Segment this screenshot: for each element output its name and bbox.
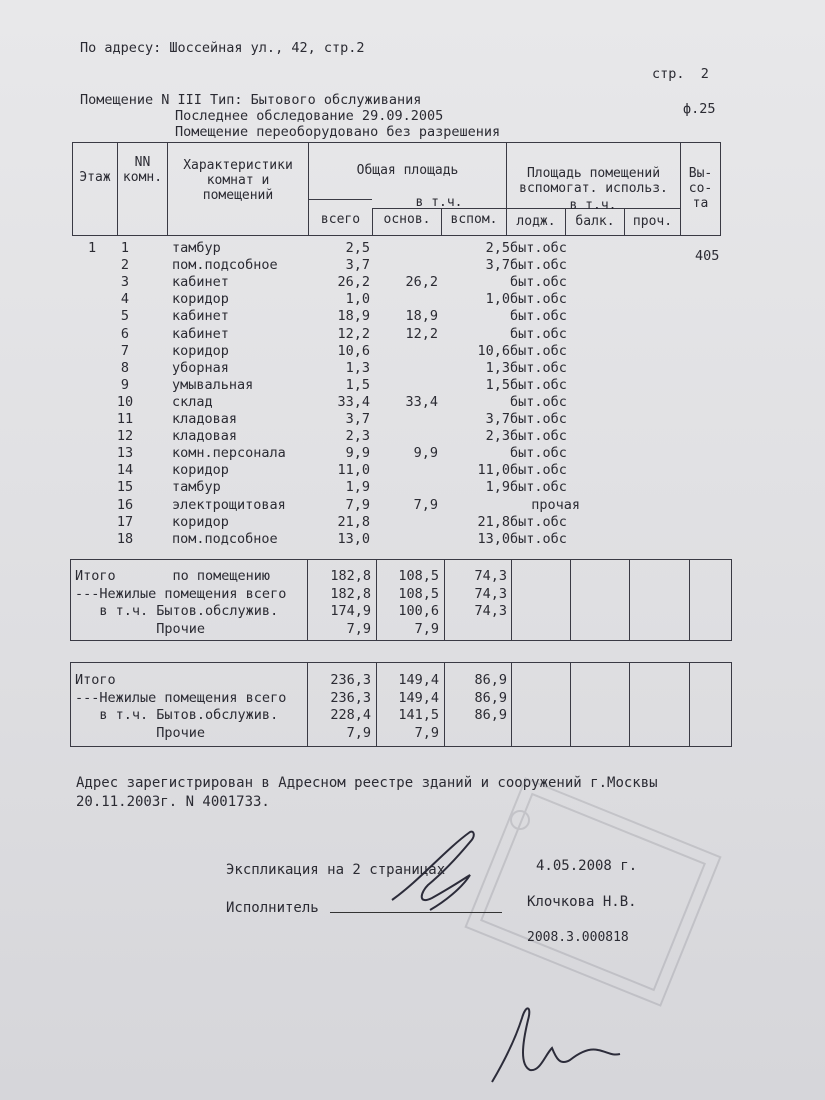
room-number: 9: [120, 376, 130, 393]
header-aux-area: Площадь помещений вспомогат. использ.: [519, 166, 668, 196]
totals-area-total: 236,3: [330, 672, 371, 688]
room-type: быт.обс: [510, 462, 567, 479]
room-type: быт.обс: [510, 411, 567, 427]
room-name: коридор: [172, 291, 229, 308]
room-area-aux: 10,6: [477, 342, 510, 359]
room-area-total: 13,0: [337, 530, 370, 547]
room-name: умывальная: [172, 376, 254, 393]
header-total-area: Общая площадь: [356, 163, 459, 178]
totals-area-total: 7,9: [346, 724, 371, 741]
room-name: уборная: [172, 359, 229, 376]
room-name: кабинет: [172, 308, 229, 325]
room-type: прочая: [531, 496, 580, 513]
room-name: коридор: [172, 513, 229, 530]
room-area-total: 21,8: [337, 513, 370, 530]
room-number: 15: [116, 479, 134, 496]
room-name: кабинет: [172, 325, 229, 342]
signature-mark-2: [492, 1008, 620, 1082]
room-name: электрощитовая: [172, 496, 286, 513]
explication-date: 4.05.2008 г.: [536, 858, 638, 874]
room-type: быт.обс: [510, 479, 567, 496]
header-total-incl: в т.ч.: [415, 195, 463, 210]
room-area-aux: 2,3: [485, 428, 510, 445]
room-name: комн.персонала: [172, 445, 286, 462]
height-value: 405: [695, 248, 720, 264]
totals-area-main: 7,9: [414, 620, 439, 637]
room-area-total: 1,0: [345, 291, 370, 308]
totals-area-aux: 74,3: [474, 568, 507, 584]
header-lodzh: лодж.: [516, 214, 556, 229]
room-area-total: 26,2: [337, 274, 370, 291]
room-type: быт.обс: [510, 308, 567, 325]
room-type: быт.обс: [510, 342, 567, 359]
registry-line-2: 20.11.2003г. N 4001733.: [76, 794, 270, 810]
signature-line: [330, 912, 502, 913]
room-number: 2: [120, 257, 130, 274]
room-area-total: 33,4: [337, 393, 370, 410]
header-vsego: всего: [320, 212, 361, 227]
room-number: 18: [116, 530, 134, 547]
header-characteristics: Характеристики комнат и помещений: [183, 158, 293, 203]
form-label: ф.25: [683, 101, 716, 117]
totals-area-aux: 74,3: [474, 585, 507, 602]
explication-text: Экспликация на 2 страницах: [226, 862, 446, 878]
room-number: 4: [120, 291, 130, 308]
totals-area-total: 182,8: [330, 568, 371, 584]
room-area-aux: 11,0: [477, 462, 510, 479]
totals-area-main: 108,5: [398, 568, 439, 584]
page-label: стр. 2: [652, 66, 709, 82]
room-area-aux: 3,7: [485, 411, 510, 427]
room-type: быт.обс: [510, 257, 567, 274]
totals-area-aux: 74,3: [474, 603, 507, 619]
room-area-total: 1,9: [345, 479, 370, 496]
room-number: 17: [116, 513, 134, 530]
totals-area-total: 182,8: [330, 585, 371, 602]
room-type: быт.обс: [510, 530, 567, 547]
header-aux-incl: в т.ч.: [569, 198, 617, 213]
room-type: быт.обс: [510, 359, 567, 376]
room-area-main: 12,2: [405, 325, 438, 342]
room-area-aux: 13,0: [477, 530, 510, 547]
room-type: быт.обс: [510, 445, 567, 462]
room-area-aux: 1,3: [485, 359, 510, 376]
registry-line-1: Адрес зарегистрирован в Адресном реестре зданий и сооружений г.Москвы: [76, 775, 658, 791]
executor-label: Исполнитель: [226, 900, 319, 916]
document-number: 2008.3.000818: [527, 930, 629, 945]
room-number: 12: [116, 428, 134, 445]
totals-area-main: 100,6: [398, 603, 439, 619]
room-area-main: 18,9: [405, 308, 438, 325]
room-area-aux: 21,8: [477, 513, 510, 530]
floor-value: 1: [88, 240, 97, 256]
room-number: 16: [116, 496, 134, 513]
header-floor: Этаж: [79, 170, 111, 185]
room-name: тамбур: [172, 240, 221, 256]
totals-area-total: 236,3: [330, 689, 371, 706]
room-area-total: 2,3: [345, 428, 370, 445]
room-name: коридор: [172, 342, 229, 359]
room-number: 3: [120, 274, 130, 291]
room-number: 8: [120, 359, 130, 376]
room-name: пом.подсобное: [172, 257, 278, 274]
header-room-komn: комн.: [122, 170, 163, 185]
totals-label: Итого: [75, 672, 116, 688]
totals-area-total: 7,9: [346, 620, 371, 637]
room-area-aux: 1,0: [485, 291, 510, 308]
totals-area-main: 108,5: [398, 585, 439, 602]
totals-area-main: 149,4: [398, 672, 439, 688]
totals-label: в т.ч. Бытов.обслужив.: [75, 603, 279, 619]
room-area-total: 7,9: [345, 496, 370, 513]
header-osnov: основ.: [383, 212, 431, 227]
totals-area-main: 7,9: [414, 724, 439, 741]
room-type: быт.обс: [510, 325, 567, 342]
totals-label: в т.ч. Бытов.обслужив.: [75, 707, 279, 723]
room-name: кладовая: [172, 411, 238, 427]
room-area-main: 9,9: [413, 445, 438, 462]
room-type: быт.обс: [510, 393, 567, 410]
totals-label: Прочие: [75, 724, 206, 741]
room-name: склад: [172, 393, 213, 410]
room-name: пом.подсобное: [172, 530, 278, 547]
room-number: 10: [116, 393, 134, 410]
room-name: тамбур: [172, 479, 221, 496]
totals-label: Итого по помещению: [75, 568, 271, 584]
room-type: быт.обс: [510, 376, 567, 393]
totals-label: Прочие: [75, 620, 206, 637]
totals-area-main: 141,5: [398, 707, 439, 723]
room-number: 7: [120, 342, 130, 359]
room-area-main: 33,4: [405, 393, 438, 410]
room-area-total: 12,2: [337, 325, 370, 342]
room-area-aux: 1,5: [485, 376, 510, 393]
room-name: коридор: [172, 462, 229, 479]
totals-area-aux: 86,9: [474, 689, 507, 706]
room-type: быт.обс: [510, 513, 567, 530]
room-number: 14: [116, 462, 134, 479]
room-number: 13: [116, 445, 134, 462]
room-number: 11: [116, 411, 134, 427]
room-area-total: 18,9: [337, 308, 370, 325]
totals-area-total: 228,4: [330, 707, 371, 723]
premise-line: Помещение N III Тип: Бытового обслуживания: [80, 92, 422, 108]
reequip-line: Помещение переоборудовано без разрешения: [175, 124, 501, 140]
room-type: быт.обс: [510, 240, 567, 256]
totals-area-total: 174,9: [330, 603, 371, 619]
totals-label: ---Нежилые помещения всего: [75, 689, 287, 706]
room-number: 6: [120, 325, 130, 342]
header-room-nn: NN: [134, 155, 151, 170]
totals-area-main: 149,4: [398, 689, 439, 706]
header-vspom: вспом.: [450, 212, 498, 227]
totals-area-aux: 86,9: [474, 707, 507, 723]
room-area-total: 2,5: [345, 240, 370, 256]
room-area-aux: 2,5: [485, 240, 510, 256]
room-area-total: 9,9: [345, 445, 370, 462]
room-area-total: 1,5: [345, 376, 370, 393]
room-number: 5: [120, 308, 130, 325]
room-name: кабинет: [172, 274, 229, 291]
survey-line: Последнее обследование 29.09.2005: [175, 108, 444, 124]
room-name: кладовая: [172, 428, 238, 445]
address-line: По адресу: Шоссейная ул., 42, стр.2: [80, 40, 365, 56]
room-area-main: 26,2: [405, 274, 438, 291]
header-balk: балк.: [575, 214, 615, 229]
room-number: 1: [120, 240, 130, 256]
room-area-total: 11,0: [337, 462, 370, 479]
room-area-aux: 3,7: [485, 257, 510, 274]
room-type: быт.обс: [510, 274, 567, 291]
room-area-total: 1,3: [345, 359, 370, 376]
room-area-aux: 1,9: [485, 479, 510, 496]
header-height: Вы- со- та: [688, 166, 713, 211]
room-area-total: 3,7: [345, 257, 370, 274]
room-type: быт.обс: [510, 291, 567, 308]
room-area-total: 10,6: [337, 342, 370, 359]
room-area-total: 3,7: [345, 411, 370, 427]
room-area-main: 7,9: [413, 496, 438, 513]
totals-label: ---Нежилые помещения всего: [75, 585, 287, 602]
totals-area-aux: 86,9: [474, 672, 507, 688]
room-type: быт.обс: [510, 428, 567, 445]
header-proch: проч.: [632, 214, 673, 229]
executor-name: Клочкова Н.В.: [527, 894, 637, 910]
